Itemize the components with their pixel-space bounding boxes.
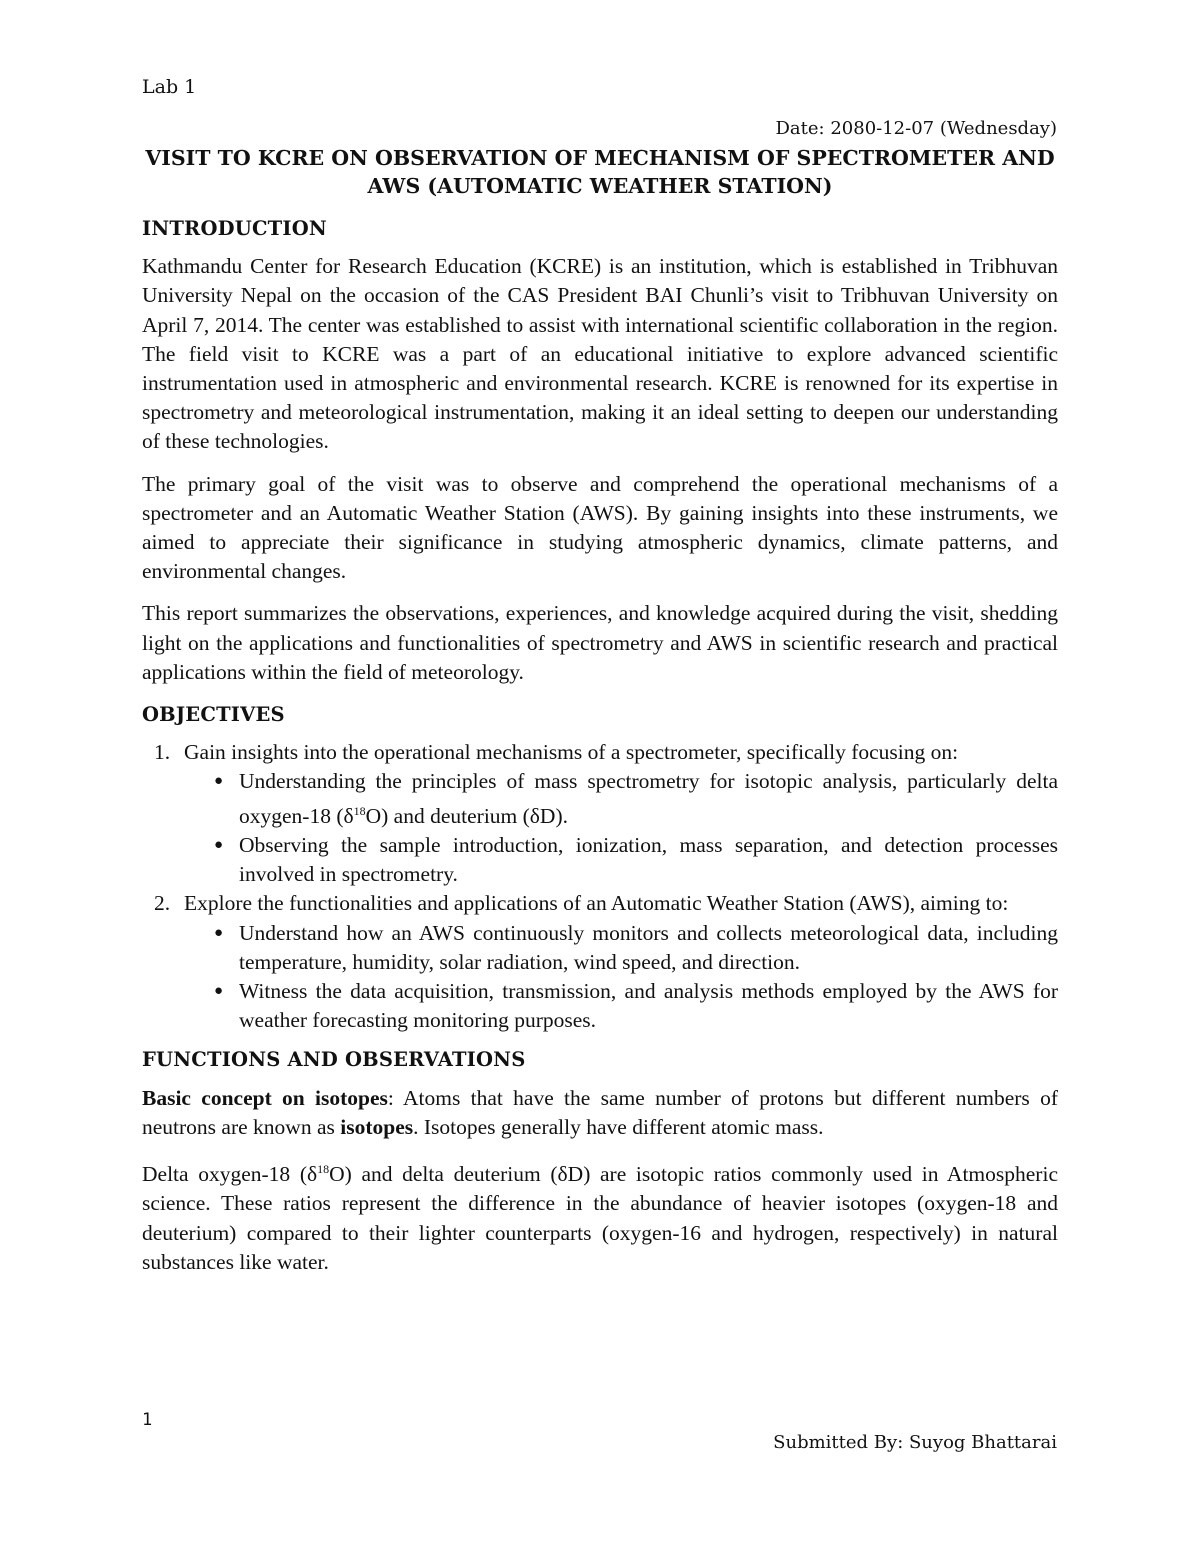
isotopes-paragraph <box>142 1084 1058 1142</box>
list-item <box>142 977 1058 1035</box>
objectives-heading: OBJECTIVES <box>142 703 285 727</box>
isotopes-text-1: : Atoms that have the same number of protons but different numbers of neutrons are known as <box>142 1085 1059 1139</box>
bullet-icon: ● <box>214 773 224 790</box>
objective-item-2 <box>142 889 1058 1035</box>
objectives-list <box>142 738 1058 1035</box>
bullet-icon: ● <box>214 983 224 1000</box>
isotopes-bold-word: isotopes <box>340 1114 414 1139</box>
page-header: Lab 1 <box>142 76 197 98</box>
list-item <box>142 831 1058 889</box>
functions-heading: FUNCTIONS AND OBSERVATIONS <box>142 1048 526 1072</box>
objective-text: Gain insights into the operational mechanisms of a spectrometer, specifically focusing on: <box>184 740 959 765</box>
intro-paragraph-1: Kathmandu Center for Research Education (KCRE) is an institution, which is established in Tribhuvan University Nepal on the occasion of the CAS President BAI Chunli’s visit to Tribhuvan University on April 7, 2014. The center was established to assist with international scientific collaboration in the region. The field visit to KCRE was a part of an educational initiative to explore advanced scientific instrumentation used in atmospheric and environmental research. KCRE is renowned for its expertise in spectrometry and meteorological instrumentation, making it an ideal setting to deepen our understanding of these technologies. <box>142 254 1058 454</box>
objective-number: 1. <box>154 740 171 765</box>
objective-number: 2. <box>154 891 171 916</box>
report-date: Date: 2080-12-07 (Wednesday) <box>775 118 1057 139</box>
isotopes-label: Basic concept on isotopes <box>142 1085 388 1110</box>
bullet-text: Witness the data acquisition, transmission, and analysis methods employed by the AWS for weather forecasting monitoring purposes. <box>239 979 1058 1033</box>
bullet-text: Observing the sample introduction, ionization, mass separation, and detection processes involved in spectrometry. <box>239 833 1058 887</box>
objective-sub-list <box>184 919 1058 1036</box>
intro-paragraph-2: The primary goal of the visit was to observe and comprehend the operational mechanisms of a spectrometer and an Automatic Weather Station (AWS). By gaining insights into these instruments, we aimed to appreciate their significance in studying atmospheric dynamics, climate patterns, and environmental changes. <box>142 471 1058 584</box>
delta-text-end: O) and delta deuterium (δD) are isotopic ratios commonly used in Atmospheric science. These ratios represent the difference in the abundance of heavier isotopes (oxygen-18 and deuterium) compared to their lighter counterparts (oxygen-16 and hydrogen, respectively) in natural substances like water. <box>142 1162 1058 1274</box>
submitted-by: Submitted By: Suyog Bhattarai <box>773 1432 1057 1453</box>
report-title: VISIT TO KCRE ON OBSERVATION OF MECHANISM OF SPECTROMETER AND AWS (AUTOMATIC WEATHER STATION) <box>145 146 1055 198</box>
superscript: 18 <box>353 803 366 818</box>
bullet-icon: ● <box>214 924 224 941</box>
delta-text-start: Delta oxygen-18 (δ <box>142 1162 318 1187</box>
intro-paragraph-3: This report summarizes the observations, experiences, and knowledge acquired during the visit, shedding light on the applications and functionalities of spectrometry and AWS in scientific research and practical applications within the field of meteorology. <box>142 601 1058 684</box>
bullet-text: Understand how an AWS continuously monitors and collects meteorological data, including temperature, humidity, solar radiation, wind speed, and direction. <box>239 920 1058 974</box>
bullet-text: Understanding the principles of mass spectrometry for isotopic analysis, particularly delta oxygen-18 (δ <box>239 769 1058 828</box>
delta-paragraph <box>142 1155 1058 1277</box>
bullet-text-end: O) and deuterium (δD). <box>365 803 568 828</box>
bullet-icon: ● <box>214 837 224 854</box>
introduction-heading: INTRODUCTION <box>142 217 327 240</box>
objective-item-1 <box>142 738 1058 889</box>
list-item <box>142 919 1058 977</box>
objective-text: Explore the functionalities and applications of an Automatic Weather Station (AWS), aiming to: <box>184 891 1009 916</box>
isotopes-text-2: . Isotopes generally have different atomic mass. <box>413 1114 824 1139</box>
page-number: 1 <box>142 1410 153 1430</box>
document-body <box>142 144 1058 1290</box>
list-item <box>142 767 1058 831</box>
objective-sub-list <box>184 767 1058 889</box>
superscript: 18 <box>317 1162 330 1177</box>
